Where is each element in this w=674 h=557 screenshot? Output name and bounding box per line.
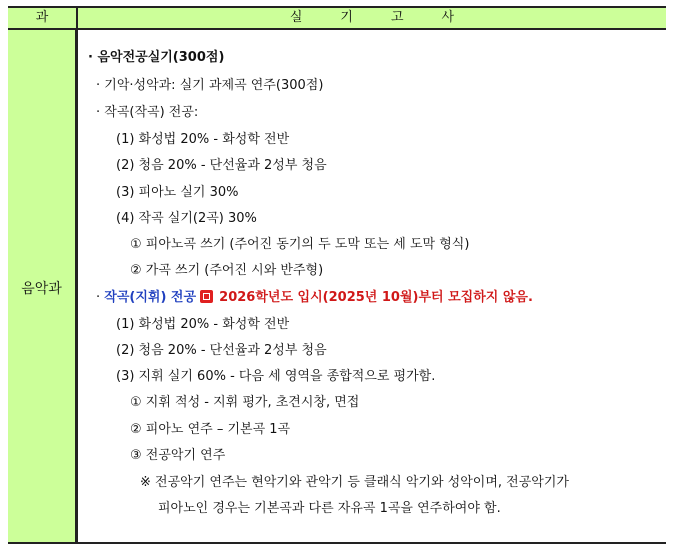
line-composition: · 작곡(작곡) 전공: <box>96 105 199 120</box>
exam-table <box>8 6 666 544</box>
line-ear-training: (2) 청음 20% - 단선율과 2성부 청음 <box>116 158 327 173</box>
bullet: · <box>96 290 105 305</box>
line-art-song: ② 가곡 쓰기 (주어진 시와 반주형) <box>130 263 324 278</box>
line-instrument-vocal: · 기악·성악과: 실기 과제곡 연주(300점) <box>96 78 324 93</box>
line-major-instrument: ③ 전공악기 연주 <box>130 448 226 463</box>
header-practical-exam: 실기고사 <box>289 10 493 25</box>
line-note-1: ※ 전공악기 연주는 현악기와 관악기 등 클래식 악기와 성악이며, 전공악기가 <box>140 475 569 490</box>
line-piano-performance: ② 피아노 연주 – 기본곡 1곡 <box>130 422 291 437</box>
line-piano: (3) 피아노 실기 30% <box>116 185 239 200</box>
line-conducting-notice <box>96 286 533 305</box>
department-name: 음악과 <box>21 281 62 297</box>
table-header <box>8 6 666 30</box>
line-conducting-aptitude: ① 지휘 적성 - 지휘 평가, 초견시창, 면접 <box>130 395 360 410</box>
department-cell <box>8 30 78 542</box>
line-harmony: (1) 화성법 20% - 화성학 전반 <box>116 132 290 147</box>
line-conducting-practical: (3) 지휘 실기 60% - 다음 세 영역을 종합적으로 평가함. <box>116 369 436 384</box>
line-piano-piece: ① 피아노곡 쓰기 (주어진 동기의 두 도막 또는 세 도막 형식) <box>130 237 470 252</box>
no-recruit-notice: 2026학년도 입시(2025년 10월)부터 모집하지 않음. <box>219 290 533 305</box>
line-ear-training-2: (2) 청음 20% - 단선율과 2성부 청음 <box>116 343 327 358</box>
line-harmony-2: (1) 화성법 20% - 화성학 전반 <box>116 317 290 332</box>
line-composition-practical: (4) 작곡 실기(2곡) 30% <box>116 211 257 226</box>
header-department: 과 <box>8 8 78 28</box>
conducting-major-label: 작곡(지휘) 전공 <box>104 290 197 305</box>
line-note-2: 피아노인 경우는 기본곡과 다른 자유곡 1곡을 연주하여야 함. <box>158 501 501 516</box>
line-music-major: · 음악전공실기(300점) <box>88 50 225 65</box>
notice-icon <box>200 290 213 303</box>
